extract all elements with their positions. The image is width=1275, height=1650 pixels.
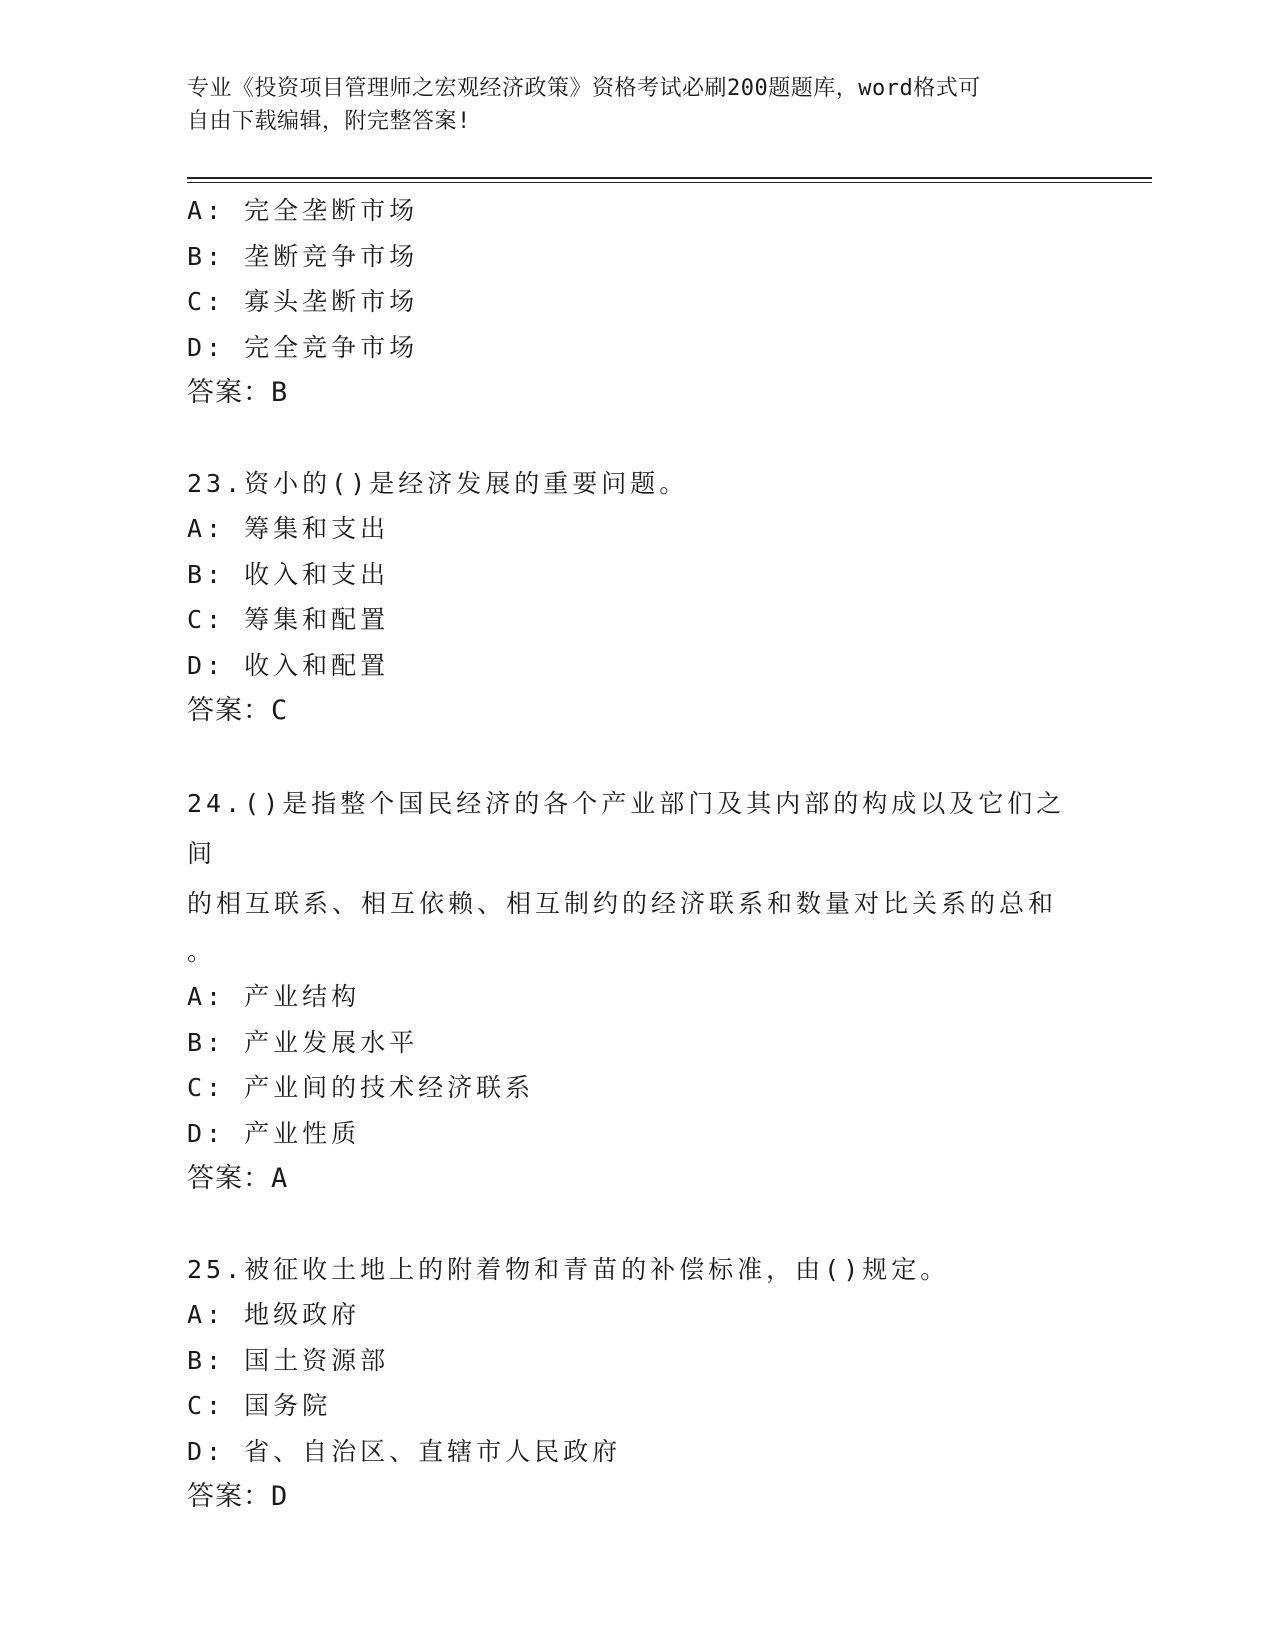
option-d: D: 产业性质 — [187, 1118, 361, 1148]
question-text: 23.资小的()是经济发展的重要问题。 — [187, 468, 689, 498]
question-23 — [187, 461, 1087, 734]
option-c: C: 产业间的技术经济联系 — [187, 1073, 535, 1102]
option-b: B: 垄断竞争市场 — [187, 241, 419, 271]
option-d: D: 收入和配置 — [187, 650, 390, 680]
answer: 答案：B — [187, 377, 289, 408]
option-d: D: 省、自治区、直辖市人民政府 — [187, 1436, 622, 1466]
option-a: A: 产业结构 — [187, 982, 361, 1011]
option-a: A: 完全垄断市场 — [187, 196, 419, 225]
option-a: A: 筹集和支出 — [187, 514, 390, 543]
question-text-line-2: 的相互联系、相互依赖、相互制约的经济联系和数量对比关系的总和 — [187, 888, 1058, 918]
option-a: A: 地级政府 — [187, 1300, 361, 1329]
option-b: B: 产业发展水平 — [187, 1027, 419, 1057]
question-24 — [187, 779, 1087, 1202]
option-c: C: 寡头垄断市场 — [187, 287, 419, 316]
question-list — [187, 188, 1087, 1520]
option-b: B: 国土资源部 — [187, 1345, 390, 1375]
answer: 答案：C — [187, 695, 289, 726]
option-c: C: 筹集和配置 — [187, 605, 390, 634]
question-text: 25.被征收土地上的附着物和青苗的补偿标准，由()规定。 — [187, 1254, 950, 1284]
question-text-line-3: 。 — [187, 936, 217, 966]
option-c: C: 国务院 — [187, 1391, 332, 1420]
header-rule-thin — [187, 182, 1152, 183]
header-rule-thick — [187, 177, 1152, 179]
question-text-line-1: 24.()是指整个国民经济的各个产业部门及其内部的构成以及它们之间 — [187, 788, 1066, 868]
option-d: D: 完全竞争市场 — [187, 332, 419, 362]
answer: 答案：A — [187, 1163, 289, 1194]
question-25 — [187, 1247, 1087, 1520]
option-b: B: 收入和支出 — [187, 559, 390, 589]
header-line-2: 自由下载编辑，附完整答案! — [187, 109, 471, 134]
header-line-1: 专业《投资项目管理师之宏观经济政策》资格考试必刷200题题库，word格式可 — [187, 76, 981, 101]
answer: 答案：D — [187, 1481, 289, 1512]
document-header — [187, 72, 1067, 138]
question-22 — [187, 188, 1087, 416]
